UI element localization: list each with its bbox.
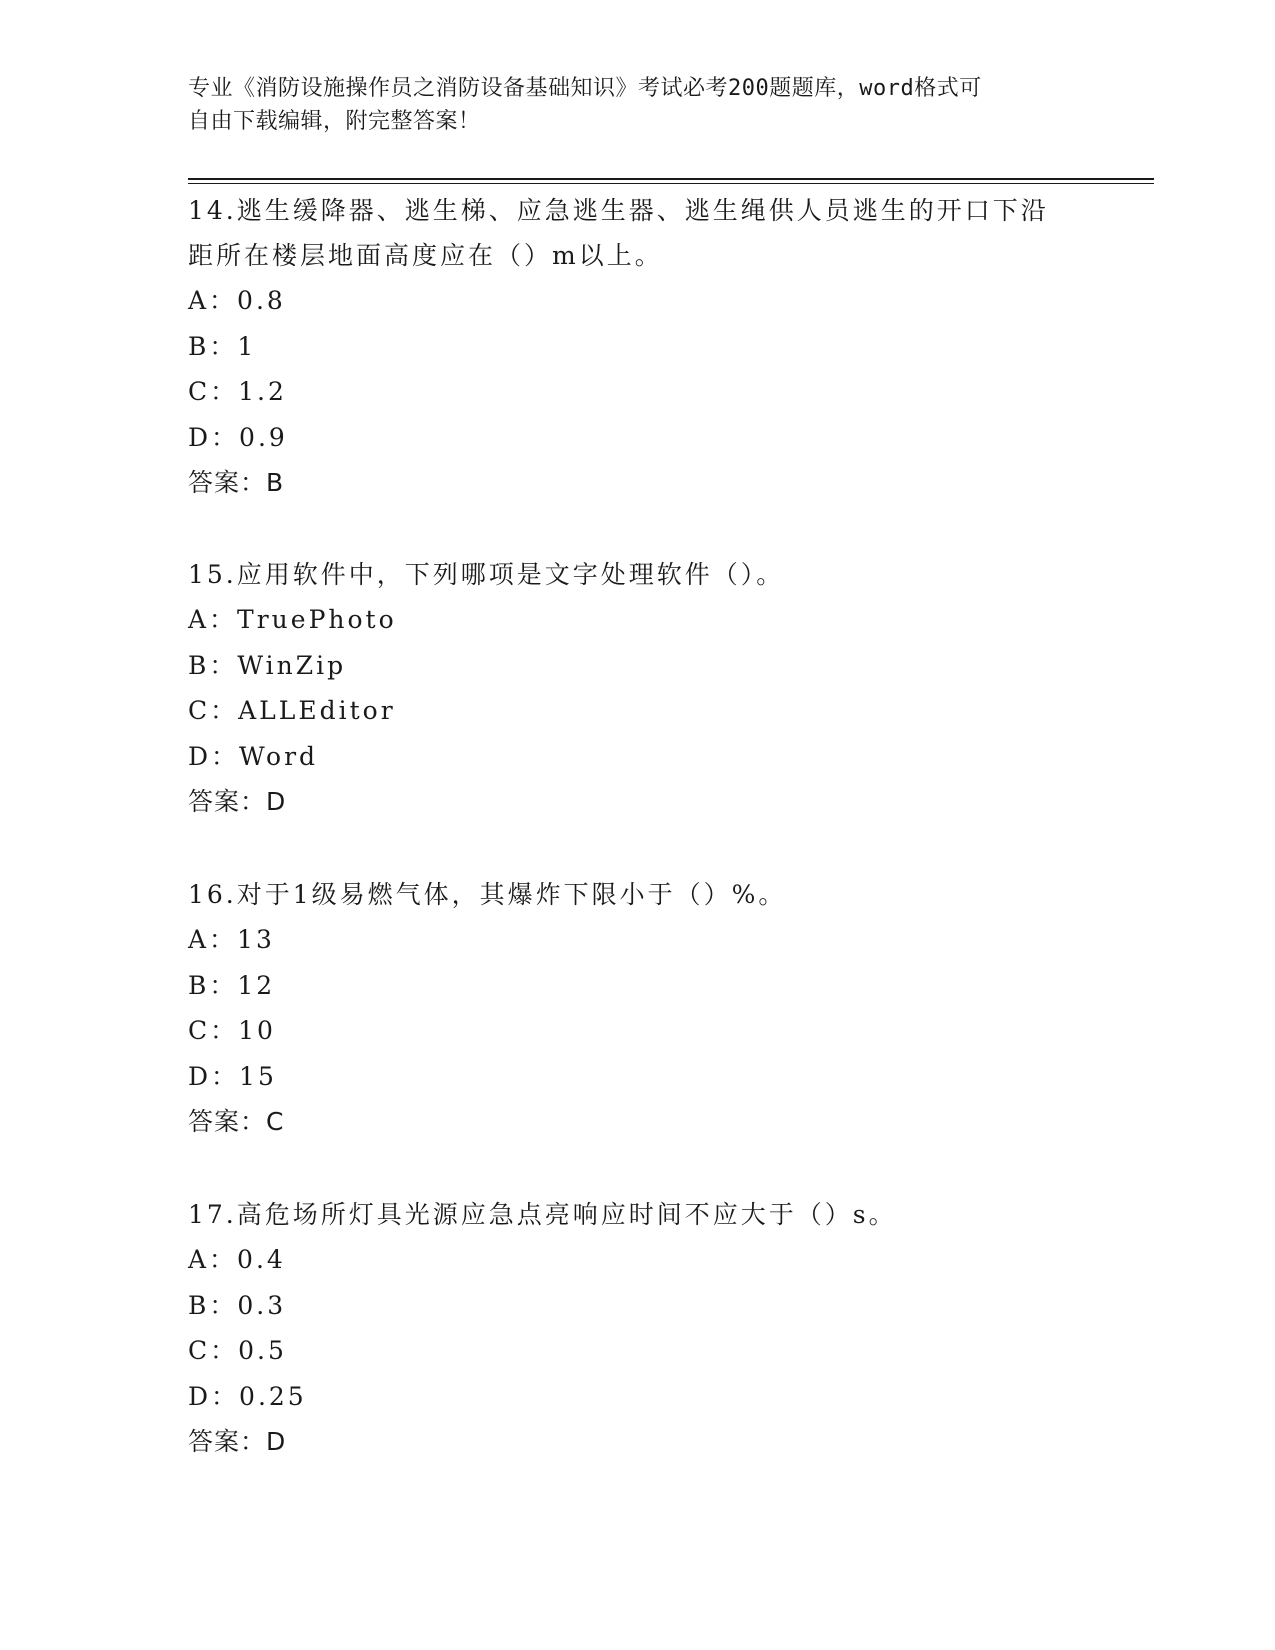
question-stem-line-1: 17.高危场所灯具光源应急点亮响应时间不应大于（）s。 [188, 1200, 897, 1229]
option-a: A：TruePhoto [188, 605, 397, 634]
header-divider-thin [188, 183, 1154, 184]
question-16 [188, 872, 1088, 1144]
question-stem-line-2: 距所在楼层地面高度应在（）m以上。 [188, 241, 663, 270]
question-stem-line-1: 16.对于1级易燃气体，其爆炸下限小于（）%。 [188, 880, 787, 909]
option-a: A：0.8 [188, 286, 286, 315]
option-c: C：1.2 [188, 377, 287, 406]
option-b: B：WinZip [188, 650, 347, 680]
option-b: B：0.3 [188, 1290, 287, 1320]
header-line-1: 专业《消防设施操作员之消防设备基础知识》考试必考200题题库，word格式可 [188, 76, 982, 101]
option-c: C：0.5 [188, 1336, 287, 1365]
header-divider-thick [188, 178, 1154, 180]
option-b: B：12 [188, 970, 276, 1000]
option-a: A：0.4 [188, 1245, 286, 1274]
option-c: C：ALLEditor [188, 696, 396, 725]
answer: 答案：B [188, 468, 285, 497]
option-d: D：15 [188, 1061, 277, 1091]
option-a: A：13 [188, 925, 275, 954]
question-17 [188, 1192, 1088, 1464]
question-stem-line-1: 15.应用软件中，下列哪项是文字处理软件（）。 [188, 560, 785, 589]
question-14 [188, 188, 1088, 505]
document-header [188, 72, 1068, 138]
answer: 答案：D [188, 787, 287, 816]
option-b: B：1 [188, 331, 257, 361]
answer: 答案：D [188, 1427, 287, 1456]
answer: 答案：C [188, 1107, 285, 1136]
question-stem-line-1: 14.逃生缓降器、逃生梯、应急逃生器、逃生绳供人员逃生的开口下沿 [188, 196, 1049, 225]
header-line-2: 自由下载编辑，附完整答案！ [188, 109, 481, 134]
option-c: C：10 [188, 1016, 276, 1045]
option-d: D：0.9 [188, 422, 288, 452]
option-d: D：Word [188, 741, 319, 771]
question-15 [188, 552, 1088, 824]
option-d: D：0.25 [188, 1381, 307, 1411]
